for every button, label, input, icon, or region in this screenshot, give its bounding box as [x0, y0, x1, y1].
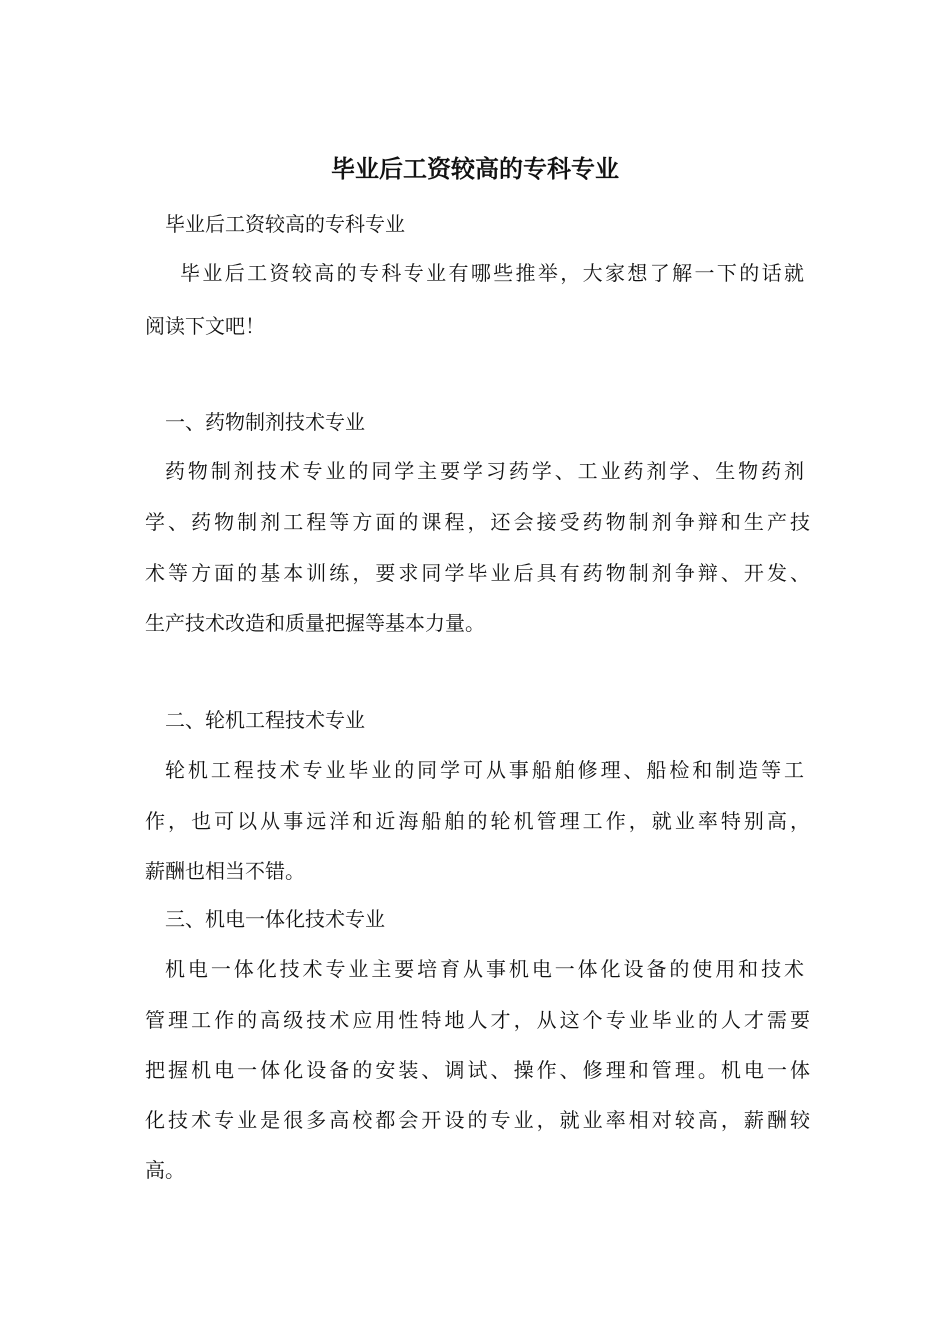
- section-heading: 三、机电一体化技术专业: [165, 907, 385, 931]
- intro-line: 毕业后工资较高的专科专业有哪些推举，大家想了解一下的话就: [180, 261, 804, 285]
- paragraph-line: 生产技术改造和质量把握等基本力量。: [145, 611, 485, 635]
- paragraph-line: 术等方面的基本训练，要求同学毕业后具有药物制剂争辩、开发、: [145, 561, 810, 585]
- paragraph-line: 轮机工程技术专业毕业的同学可从事船舶修理、船检和制造等工: [165, 758, 804, 782]
- paragraph-line: 药物制剂技术专业的同学主要学习药学、工业药剂学、生物药剂: [165, 459, 804, 483]
- paragraph-line: 把握机电一体化设备的安装、调试、操作、修理和管理。机电一体: [145, 1058, 810, 1082]
- paragraph-line: 学、药物制剂工程等方面的课程，还会接受药物制剂争辩和生产技: [145, 510, 810, 534]
- section-heading: 一、药物制剂技术专业: [165, 410, 365, 434]
- intro-line: 阅读下文吧！: [145, 314, 265, 338]
- document-subtitle: 毕业后工资较高的专科专业: [165, 212, 405, 236]
- paragraph-line: 机电一体化技术专业主要培育从事机电一体化设备的使用和技术: [165, 957, 804, 981]
- paragraph-line: 高。: [145, 1158, 185, 1182]
- paragraph-line: 管理工作的高级技术应用性特地人才，从这个专业毕业的人才需要: [145, 1008, 810, 1032]
- paragraph-line: 化技术专业是很多高校都会开设的专业，就业率相对较高，薪酬较: [145, 1108, 810, 1132]
- paragraph-line: 薪酬也相当不错。: [145, 859, 305, 883]
- paragraph-line: 作，也可以从事远洋和近海船舶的轮机管理工作，就业率特别高，: [145, 809, 810, 833]
- document-title: 毕业后工资较高的专科专业: [331, 154, 619, 183]
- section-heading: 二、轮机工程技术专业: [165, 708, 365, 732]
